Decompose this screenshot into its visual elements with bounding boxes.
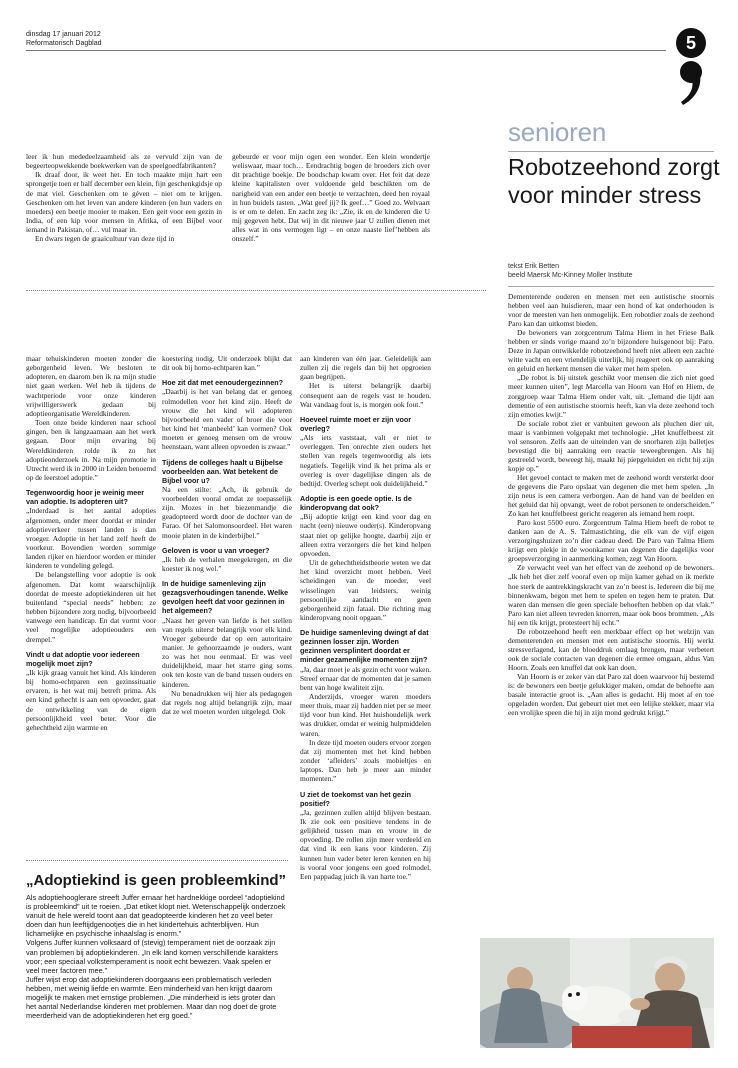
paragraph: Dementerende ouderen en mensen met een autistische stoornis hebben veel aan huisdieren, maar een hond of kat onderhouden is voor de meesten van hen onmogelijk. Een robotdier zoals de zeehond Paro kan dan uitkomst bieden.: [508, 292, 714, 329]
paragraph: De sociale robot ziet er vanbuiten gewoon als pluchen dier uit, maar is vanbinnen volgepakt met technologie. „Het knuffelbeest zit vol sensoren. Zelfs aan de uiteinden van de snorharen zijn balletjes bevestigd die bij aanraking een reactie teweegbrengen. Als hij gestreeld wordt, beweegt hij, maakt hij piepgeluiden en richt hij zijn kopje op.”: [508, 418, 714, 473]
paragraph: „Daarbij is het van belang dat er genoeg rolmodellen voor het kind zijn. Heeft de vrouw die het kind wil adopteren bijvoorbeeld een vader of broer die voor het kind het ‘manbeeld’ kan vormen? Ook moeten er genoeg mensen om de vrouw heenstaan, want alleen opvoeden is zwaar.”: [162, 387, 292, 452]
article-photo: [480, 938, 714, 1048]
paragraph: Uit de gehechtheidstheorie weten we dat het kind overzicht moet hebben. Veel scheidingen van de moeder, veel wisselingen van leidsters, weinig persoonlijke aandacht en geen geborgenheid zijn fataal. Die richting mag kinderopvang nooit opgaan.”: [300, 558, 431, 622]
paragraph: „De robot is bij uitstek geschikt voor mensen die zich niet goed meer kunnen uiten”, legt Marcella van Hoorn van Hof en Hiem, de zorggroep waar Talma Hiem onder valt, uit. „Iemand die lijdt aan dementie of een autistische stoornis heeft, kan via deze zeehond toch zijn emoties kwijt.”: [508, 373, 714, 419]
article-body: [508, 292, 714, 717]
paragraph: Het gevoel contact te maken met de zeehond wordt versterkt door de gegevens die Paro opslaat van degenen die met hem spelen. „In zijn neus is een camera verborgen. Aan de hand van de beelden en het geluid dat hij opvangt, weet de robot personen te onderscheiden.” Zo kan het knuffelbeest gericht reageren als iemand hem roept.: [508, 472, 714, 519]
paragraph: „Inderdaad is het aantal adopties afgenomen, onder meer doordat er minder adoptieverkeer tussen landen is dan vroeger. Adoptie in het land zelf heeft de voorkeur. Bovendien worden sommige landen rijker en hierdoor worden er minder kinderen te vondeling gelegd.: [26, 506, 156, 571]
credit-photo: beeld Maersk Mc-Kinney Moller Institute: [508, 272, 633, 279]
page-number-badge: 5: [676, 28, 706, 58]
comma-logo-icon: [678, 60, 706, 106]
article-credits: [508, 262, 633, 280]
top-story-paragraph: En dwars tegen de graaicultuur van deze tijd in: [35, 234, 175, 244]
interview-col-3: [300, 354, 431, 881]
paragraph: „Ik heb de verhalen meegekregen, en die koester ik nog wel.”: [162, 554, 292, 573]
masthead: [26, 30, 101, 48]
box-title: „Adoptiekind is geen probleemkind”: [26, 872, 287, 889]
interview-question: Hoeveel ruimte moet er zijn voor overleg?: [300, 414, 412, 434]
top-story-paragraph: gebeurde er voor mijn ogen een wonder. Een klein wondertje weliswaar, maar toch… Eendrachtig bogen de broeders zich over dit prachtige boekje. De boodschap kwam over. Het feit dat deze kleine kapitalisten over voldoende geld beschikten om de narigheid van een ander een beetje te verzachten, deed hen royaal in hun buidels tasten. „Wat geef jij? Ik geef…” Goed zo. Welvaart is er om te delen. En zacht zeg ik: „Zie, ik en de kinderen die U mij gegeven hebt. Dat wij in dit nieuwe jaar U zullen dienen met alles wat in ons vermogen ligt – en onze naaste lief’hebben als onszelf.”: [232, 152, 430, 244]
paragraph: „Als iets vaststaat, valt er niet te overleggen. Ten onrechte zien ouders het stellen van regels tegenwoordig als iets negatiefs. Tegelijk vind ik het prima als er overleg is over dagelijkse dingen als de bedtijd. Overleg schept ook duidelijkheid.”: [300, 433, 431, 488]
paragraph: aan kinderen van één jaar. Geleidelijk aan zullen zij die regels dan bij het opgroeien gaan begrijpen.: [300, 354, 431, 382]
paragraph: Na een stilte: „Ach, ik gebruik de voorbeelden vooral omdat ze toepasselijk zijn. Mozes in het biezenmandje die geadopteerd wordt door de dochter van de Farao. Of het Salomonsoordeel. Het waren mooie platen in de kinderbijbel.”: [162, 484, 292, 540]
credit-text: tekst Erik Betten: [508, 263, 559, 270]
paragraph: Nu benadrukken wij hier als pedagogen dat regels nog altijd belangrijk zijn, maar dat ze wel moeten worden uitgelegd. Ook: [162, 688, 292, 717]
article-headline: Robotzeehond zorgt voor minder stress: [508, 154, 720, 208]
paragraph: De robotzeehond heeft een merkbaar effect op het welzijn van dementerenden en mensen met een autistische stoornis. Hij werkt stressverlagend, kan de bloeddruk omlaag brengen, maar verbetert ook de sociale contacten van degenen die ermee omgaan, aldus Van Hoorn. Zoals een knuffel dat ook kan doen.: [508, 626, 714, 672]
paragraph: „Naast het geven van liefde is het stellen van regels uiterst belangrijk voor elk kind. Vroeger gebeurde dat op een autoritaire manier. Je gehoorzaamde je ouders, want zo was het nou eenmaal. Er was veel duidelijkheid, maar het starre ging soms ook ten koste van de band tussen ouders en kinderen.: [162, 615, 292, 689]
paragraph: maar tehuiskinderen moeten zonder die geborgenheid leven. We besloten te adopteren, en daarom ben ik na mijn studie niet gaan werken. Wel heb ik tijdens de wachtperiode voor onze kinderen vrijwilligerswerk gedaan bij adoptieorganisatie Wereldkinderen.: [26, 354, 156, 418]
interview-question: Adoptie is een goede optie. Is de kinderopvang dat ook?: [300, 494, 412, 513]
paragraph: Ze verwacht veel van het effect van de zeehond op de bewoners. „Ik heb het dier zelf vooraf even op mijn kamer gehad en ik merkte hoe sterk de aantrekkingskracht van zo’n beest is. Iedereen die bij me binnenkwam, begon met hem te spelen en tegen hem te praten. Dat waren dan mensen die geen speciale behoeften hebben op dat vlak.” Paro kan niet alleen tevreden knorren, maar ook boos brommen. „Als hij een tik krijgt, protesteert hij echt.”: [508, 563, 714, 627]
paragraph: koestering nodig. Uit onderzoek blijkt dat dit ook bij homo-echtparen kan.”: [162, 354, 292, 373]
box-text: [26, 893, 286, 1020]
interview-question: Hoe zit dat met eenoudergezinnen?: [162, 378, 284, 388]
paragraph: Paro kost 5500 euro. Zorgcentrum Talma Hiem heeft de robot te danken aan de A. S. Talmastichting, die elk van de vijf eigen verzorgingshuizen zo’n dier cadeau deed. De Paro van Talma Hiem krijgt een plekje in de woonkamer van degenen die dagelijks voor groepsverzorging in aanmerking komen, zegt Van Hoorn.: [508, 518, 714, 564]
top-story-col-1: [26, 152, 222, 244]
paragraph: „Ja, daar moet je als gezin echt voor waken. Streef ernaar dat de momenten dat je samen bent van hoge kwaliteit zijn.: [300, 664, 431, 692]
paragraph: Van Hoorn is er zeker van dat Paro zal doen waarvoor hij bestemd is: de bewoners een beetje gelukkiger maken, omdat de behoefte aan basale interactie groot is. „Aan alles is gedacht. Hij moet af en toe opgeladen worden. Dat gebeurt niet met een lelijke stekker, maar via een vrolijke speen die hij in zijn mond gedrukt krijgt.”: [508, 671, 714, 718]
interview-question: Tijdens de colleges haalt u Bijbelse voorbeelden aan. Wat betekent de Bijbel voor u?: [162, 457, 283, 485]
top-story-paragraph: leer ik hun mededeelzaamheid als ze vervuld zijn van de begeerteopwekkende boekwerken van de speelgoedfabrikanten?: [26, 152, 222, 171]
box-paragraph: Volgens Juffer kunnen volksaard of (stevig) temperament niet de oorzaak zijn van problemen bij adoptiekinderen. „In elk land komen verschillende karakters voor; een speciaal volkstemperament is nooit echt bewezen. Vaak spelen er veel meer factoren mee.”: [26, 938, 278, 975]
interview-col-1: [26, 354, 156, 732]
top-story-paragraph: Ik draaf door, ik weet het. En toch maakte mijn hart een sprongetje toen er half december een klein, fijn geschenkgidsje op de mat viel. Geschenken om te géven – niet om te krijgen. Geschenken om het leven van andere kinderen (en hun vaders en moeders) een beetje mooier te maken. Een geit voor een gezin in India, of een kip voor mensen in Afrika, of een Bijbel voor iemand in Pakistan, of… vul maar in.: [26, 170, 222, 235]
masthead-rule: [26, 50, 666, 51]
box-paragraph: Juffer wijst erop dat adoptiekinderen doorgaans een problematisch verleden hebben, met weinig liefde en warmte. Een minderheid van hen krijgt daarom mogelijk te maken met ernstige problemen. „Die minderheid is iets groter dan het aantal Nederlandse kinderen met problemen. Maar dan nog doet de grote meerderheid van de adoptiekinderen het erg goed.”: [26, 974, 277, 1021]
paragraph: Het is uiterst belangrijk daarbij consequent aan de regels vast te houden. Wat vandaag fout is, is morgen ook fout.”: [300, 381, 431, 409]
paragraph: „Ja, gezinnen zullen altijd blijven bestaan. Ik zie ook een positieve tendens in de gelijkheid tussen man en vrouw in de opvoeding. De rollen zijn meer verdeeld en dat vind ik een kans voor kinderen. Zij kunnen hun vader beter leren kennen en hij is vooral voor jongens een goed rolmodel. Een pappadag juich ik van harte toe.”: [300, 807, 431, 881]
box-paragraph: Als adoptiehooglerare streeft Juffer ernaar het hardnekkige oordeel “adoptiekind is probleemkind” uit te roeien. „Dat etiket klopt niet. Wetenschappelijk onderzoek vanuit de hele wereld toont aan dat geadopteerde kinderen het zo veel beter doen dan hun leeftijdgenootjes die in het kindertehuis achterblijven. Hun lichamelijke en psychische inhaalslag is enorm.”: [26, 893, 286, 939]
interview-question: In de huidige samenleving zijn gezagsverhoudingen tanende. Welke gevolgen heeft dat voor gezinnen in het algemeen?: [162, 579, 289, 616]
section-rule: [508, 151, 714, 152]
masthead-date: dinsdag 17 januari 2012: [26, 31, 101, 38]
interview-question: De huidige samenleving dwingt af dat gezinnen losser zijn. Worden gezinnen versplintert doordat er minder gezamenlijke momenten zijn?: [300, 628, 429, 665]
paragraph: „Ik kijk graag vanuit het kind. Als kinderen bij homo-echtparen een gezinssituatie ervaren, is het wat mij betreft prima. Als een kind gehecht is aan een opvoeder, gaat de ontwikkeling van de eigen persoonlijkheid veel beter. Voor die gehechtheid zijn warmte en: [26, 667, 156, 732]
section-label: senioren: [508, 117, 607, 147]
paragraph: In deze tijd moeten ouders ervoor zorgen dat zij momenten met het kind hebben zonder ‘afleiders’ zoals mobieltjes en laptops. Dan heb je meer aan minder momenten.”: [300, 737, 431, 784]
masthead-paper: Reformatorisch Dagblad: [26, 40, 102, 47]
paragraph: Toen onze beide kinderen naar school gingen, ben ik langzaamaan aan het werk gegaan. Door mijn ervaring bij Wereldkinderen rolde ik zo het adoptieonderzoek in. Na mijn promotie in Utrecht werd ik in 2000 in Leiden benoemd op de leerstoel adoptie.”: [26, 418, 156, 483]
section-divider: [26, 290, 486, 291]
paragraph: De belangstelling voor adoptie is ook afgenomen. Dat komt waarschijnlijk doordat de meeste adoptiekinderen uit het buitenland “special needs” hebben: ze hebben bijzondere zorg nodig, bijvoorbeeld vanwege een handicap. En dat vormt voor veel mogelijke adoptieouders een drempel.”: [26, 570, 156, 644]
credits-rule: [508, 286, 714, 287]
interview-question: Vindt u dat adoptie voor iedereen mogelijk moet zijn?: [26, 649, 140, 668]
paragraph: „Bij adoptie krijgt een kind voor dag en nacht (een) nieuwe ouder(s). Kinderopvang staat niet op gelijke hoogte, daarbij zijn er alleen extra verzorgers die het kind helpen opvoeden.: [300, 512, 431, 558]
top-story-col-2: [232, 152, 430, 244]
interview-col-2: [162, 354, 292, 716]
interview-question: Tegenwoordig hoor je weinig meer van adoptie. Is adopteren uit?: [26, 488, 145, 507]
interview-question: U ziet de toekomst van het gezin positief?: [300, 789, 412, 808]
robot-seal-photo: [480, 938, 714, 1048]
box-divider: [26, 860, 288, 861]
interview-question: Geloven is voor u van vroeger?: [162, 545, 270, 555]
paragraph: Anderzijds, vroeger waren moeders meer thuis, maar zij hadden niet per se meer tijd voor hun kind. Het huishoudelijk werk was drukker, omdat er weinig hulpmiddelen waren.: [300, 691, 431, 738]
paragraph: De bewoners van zorgcentrum Talma Hiem in het Friese Balk hebben er sinds vorige maand zo’n bijzondere huisgenoot bij: Paro. Deze in Japan ontwikkelde robotzeehond heeft niet alleen een zachte witte vacht en een vriendelijk uiterlijk, hij reageert ook op aanraking en geluid en herkent mensen die vaker met hem spelen.: [508, 328, 714, 374]
